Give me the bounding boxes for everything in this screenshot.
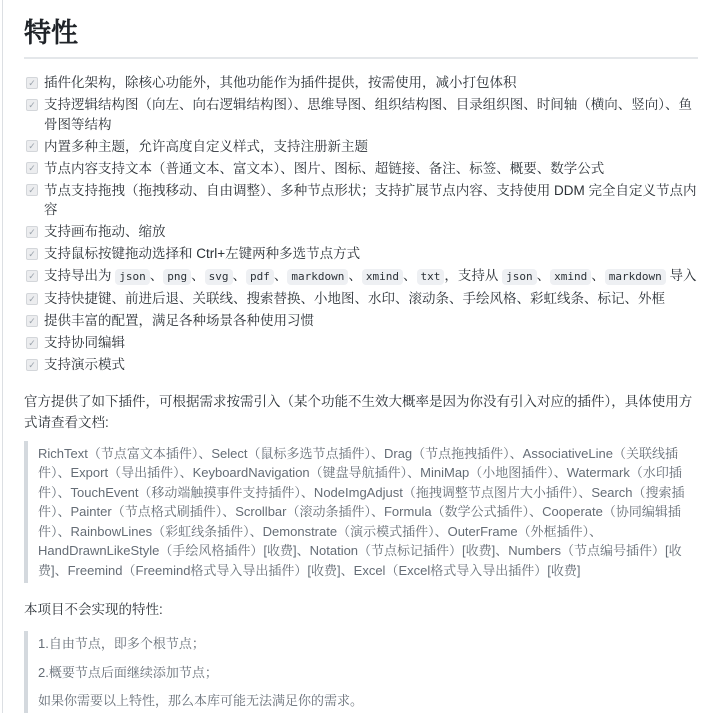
inline-code: txt [417,269,445,285]
feature-item: ✓ 节点支持拖拽（拖拽移动、自由调整）、多种节点形状；支持扩展节点内容、支持使用 DDM 完全自定义节点内容 [24,181,698,220]
feature-item: ✓ 插件化架构，除核心功能外，其他功能作为插件提供，按需使用，减小打包体积 [24,73,698,93]
checkbox-checked-icon: ✓ [26,162,38,174]
feature-list [24,73,698,375]
checkbox-checked-icon: ✓ [26,337,38,349]
inline-code: xmind [362,269,403,285]
inline-code: png [163,269,191,285]
checkbox-checked-icon: ✓ [26,184,38,196]
plugins-list-text: RichText（节点富文本插件）、Select（鼠标多选节点插件）、Drag（节点拖拽插件）、AssociativeLine（关联线插件）、Export（导出插件）、KeyboardNavigation（键盘导航插件）、MiniMap（小地图插件）、Watermark（水印插件）、TouchEvent（移动端触摸事件支持插件）、NodeImgAdjust（拖拽调整节点图片大小插件）、Search（搜索插件）、Painter（节点格式刷插件）、Scrollbar（滚动条插件）、Formula（数学公式插件）、Cooperate（协同编辑插件）、RainbowLines（彩虹线条插件）、Demonstrate（演示模式插件）、OuterFrame（外框插件）、HandDrawnLikeStyle（手绘风格插件）[收费]、Notation（节点标记插件）[收费]、Numbers（节点编号插件）[收费]、Freemind（Freemind格式导入导出插件）[收费]、Excel（Excel格式导入导出插件）[收费] [38,445,685,578]
not-implemented-item: 1.自由节点，即多个根节点； [38,636,205,651]
checkbox-checked-icon: ✓ [26,315,38,327]
feature-item: ✓ 支持鼠标按键拖动选择和 Ctrl+左键两种多选节点方式 [24,244,698,264]
inline-code: json [115,269,150,285]
not-implemented-blockquote [24,631,698,713]
checkbox-checked-icon: ✓ [26,77,38,89]
feature-item: ✓ 提供丰富的配置，满足各种场景各种使用习惯 [24,311,698,331]
inline-code: xmind [550,269,591,285]
readme-article [2,0,714,713]
checkbox-checked-icon: ✓ [26,99,38,111]
plugins-intro-paragraph: 官方提供了如下插件，可根据需求按需引入（某个功能不生效大概率是因为你没有引入对应的插件），具体使用方式请查看文档: [24,393,693,430]
feature-item: ✓ 支持逻辑结构图（向左、向右逻辑结构图）、思维导图、组织结构图、目录组织图、时间轴（横向、竖向）、鱼骨图等结构 [24,95,698,134]
feature-item: ✓ 支持协同编辑 [24,333,698,353]
feature-item: ✓ 内置多种主题，允许高度自定义样式，支持注册新主题 [24,137,698,157]
page-title: 特性 [24,18,698,59]
plugins-blockquote [24,441,698,584]
inline-code: svg [205,269,233,285]
checkbox-checked-icon: ✓ [26,293,38,305]
feature-item: ✓ 支持快捷键、前进后退、关联线、搜索替换、小地图、水印、滚动条、手绘风格、彩虹线条、标记、外框 [24,289,698,309]
inline-code: markdown [605,269,666,285]
not-implemented-item: 如果你需要以上特性，那么本库可能无法满足你的需求。 [38,693,364,708]
inline-code: json [502,269,537,285]
inline-code: markdown [287,269,348,285]
checkbox-checked-icon: ✓ [26,226,38,238]
checkbox-checked-icon: ✓ [26,359,38,371]
checkbox-checked-icon: ✓ [26,248,38,260]
inline-code: pdf [246,269,274,285]
feature-item: ✓ 支持导出为 json 、 png 、 svg 、 pdf 、 markdown 、 xmind 、 txt ，支持从 json 、 xmind 、 markdown 导入 [24,266,698,287]
not-implemented-intro-paragraph: 本项目不会实现的特性: [24,602,163,617]
checkbox-checked-icon: ✓ [26,140,38,152]
feature-item: ✓ 支持演示模式 [24,355,698,375]
not-implemented-item: 2.概要节点后面继续添加节点； [38,664,218,680]
feature-item: ✓ 支持画布拖动、缩放 [24,222,698,242]
feature-item: ✓ 节点内容支持文本（普通文本、富文本）、图片、图标、超链接、备注、标签、概要、数学公式 [24,159,698,179]
checkbox-checked-icon: ✓ [26,270,38,282]
